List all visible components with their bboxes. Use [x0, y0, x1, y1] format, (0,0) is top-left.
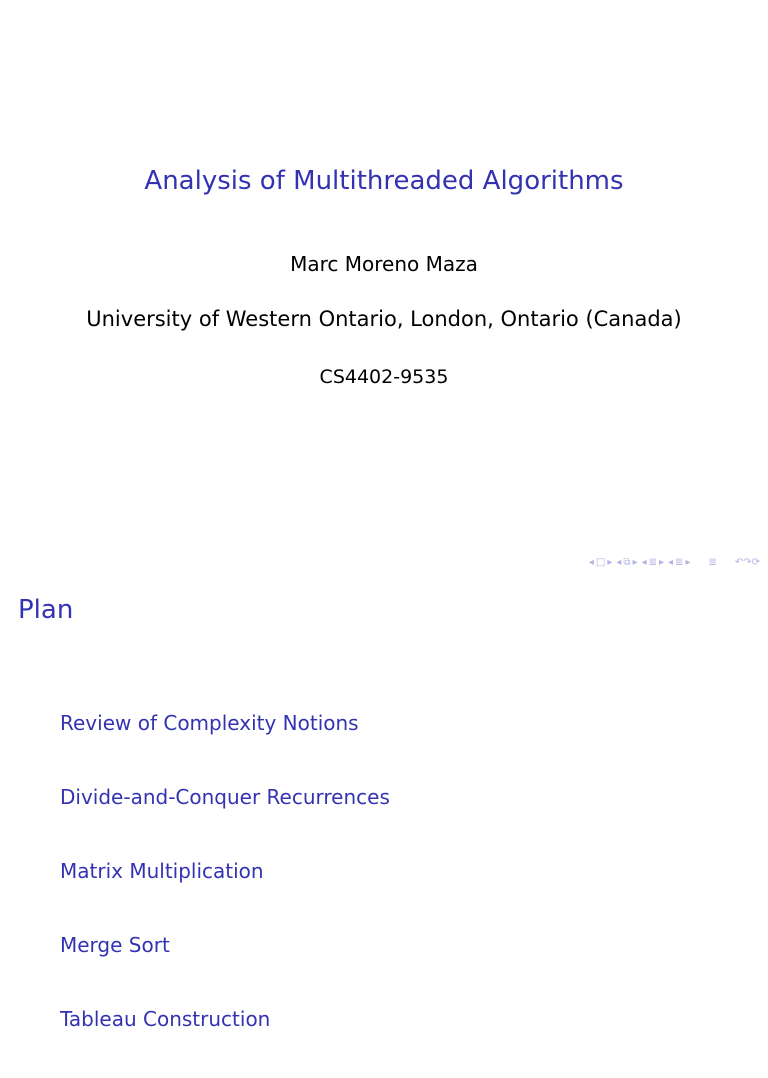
toc-item-matrix[interactable]: Matrix Multiplication	[60, 859, 264, 883]
toc-item-tableau[interactable]: Tableau Construction	[60, 1007, 271, 1031]
subsection-navigation	[616, 556, 637, 570]
subsection-icon[interactable]: ⧉	[623, 557, 631, 568]
beamer-navigation-bar	[589, 556, 760, 570]
menu-icon[interactable]: ≣	[708, 557, 717, 568]
section-right-arrow-icon[interactable]: ▸	[658, 557, 665, 568]
section-left-arrow-icon[interactable]: ◂	[641, 557, 647, 568]
document-right-arrow-icon[interactable]: ▸	[685, 557, 691, 568]
frame-title: Plan	[18, 595, 74, 625]
course-code: CS4402-9535	[319, 366, 449, 388]
toc-item-complexity[interactable]: Review of Complexity Notions	[60, 711, 359, 735]
document-left-arrow-icon[interactable]: ◂	[668, 557, 674, 568]
author-name: Marc Moreno Maza	[290, 252, 478, 276]
plan-slide	[0, 576, 768, 1031]
frame-right-arrow-icon[interactable]: ▸	[607, 557, 613, 568]
toc-item-recurrences[interactable]: Divide-and-Conquer Recurrences	[60, 785, 390, 809]
presentation-title: Analysis of Multithreaded Algorithms	[144, 166, 624, 196]
subsection-left-arrow-icon[interactable]: ◂	[616, 557, 622, 568]
institute-name: University of Western Ontario, London, Ontario (Canada)	[86, 307, 682, 331]
table-of-contents	[60, 708, 390, 1078]
document-icon[interactable]: ≣	[675, 557, 684, 568]
toc-item-merge-sort[interactable]: Merge Sort	[60, 933, 170, 957]
section-navigation	[642, 556, 664, 570]
subsection-right-arrow-icon[interactable]: ▸	[632, 557, 638, 568]
document-navigation	[668, 556, 690, 570]
frame-left-arrow-icon[interactable]: ◂	[588, 557, 594, 568]
undo-redo-icon[interactable]: ↶↷⟳	[734, 557, 760, 568]
frame-navigation	[589, 556, 613, 570]
frame-icon[interactable]: □	[595, 557, 606, 568]
section-icon[interactable]: ≣	[648, 557, 657, 568]
